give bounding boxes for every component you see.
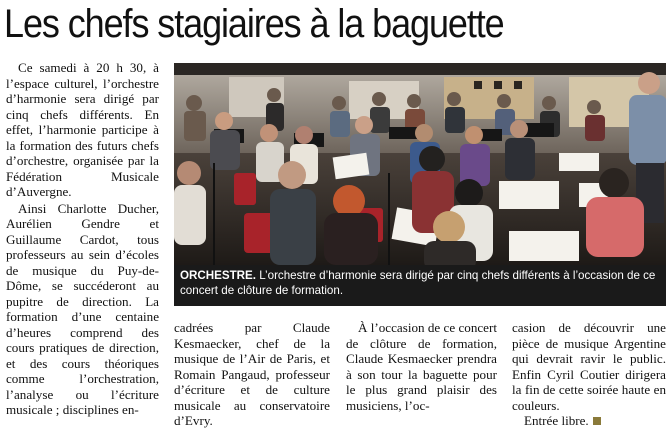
headline: Les chefs stagiaires à la baguette	[4, 2, 504, 46]
paragraph-trainees: Ainsi Charlotte Ducher, Aurélien Gendre et Guillaume Cardot, tous professeurs au sein d’écoles de musique du Puy-de-Dôme, se succéderont au pupitre de direction. La formation d’une centaine d’heures comprend des cours pratiques de direction, et des cours théoriques comme l’orchestration, l’analyse ou l’écriture musicale ; disciplines en-	[6, 200, 159, 417]
photo-caption	[174, 265, 666, 306]
paragraph-column-4: casion de découvrir une pièce de musique Argentine qui devrait ravir le public. Enfin Cyril Coutier dirigera la fin de cette soirée haute en couleurs.	[512, 320, 666, 413]
caption-text: L’orchestre d’harmonie sera dirigé par cinq chefs différents à l’occasion de ce concert de clôture de formation.	[180, 269, 656, 297]
end-of-article-square-icon	[593, 417, 601, 425]
paragraph-intro: Ce samedi à 20 h 30, à l’espace culturel, l’orchestre d’harmonie sera dirigé par cinq chefs différents. En effet, l’harmonie participe à la formation des futurs chefs d’orchestre, organisée par la Fédération Musicale d’Auvergne.	[6, 60, 159, 199]
orchestra-photo-illustration	[174, 63, 666, 265]
article-column-3	[346, 320, 497, 413]
caption-label: ORCHESTRE.	[180, 269, 257, 282]
closing-text: Entrée libre.	[524, 413, 589, 428]
paragraph-column-2: cadrées par Claude Kesmaecker, chef de la musique de l’Air de Paris, et Romain Pangaud, professeur d’écriture et de culture musicale au conservatoire d’Evry.	[174, 320, 330, 428]
article-column-4	[512, 320, 666, 429]
paragraph-column-3: À l’occasion de ce concert de clôture de formation, Claude Kesmaecker prendra à son tour la baguette pour le plus grand plaisir des musiciens, l’oc-	[346, 320, 497, 413]
article-column-2	[174, 320, 330, 429]
orchestra-photo	[174, 63, 666, 265]
closing-line	[512, 413, 666, 429]
article-column-1	[6, 60, 159, 418]
